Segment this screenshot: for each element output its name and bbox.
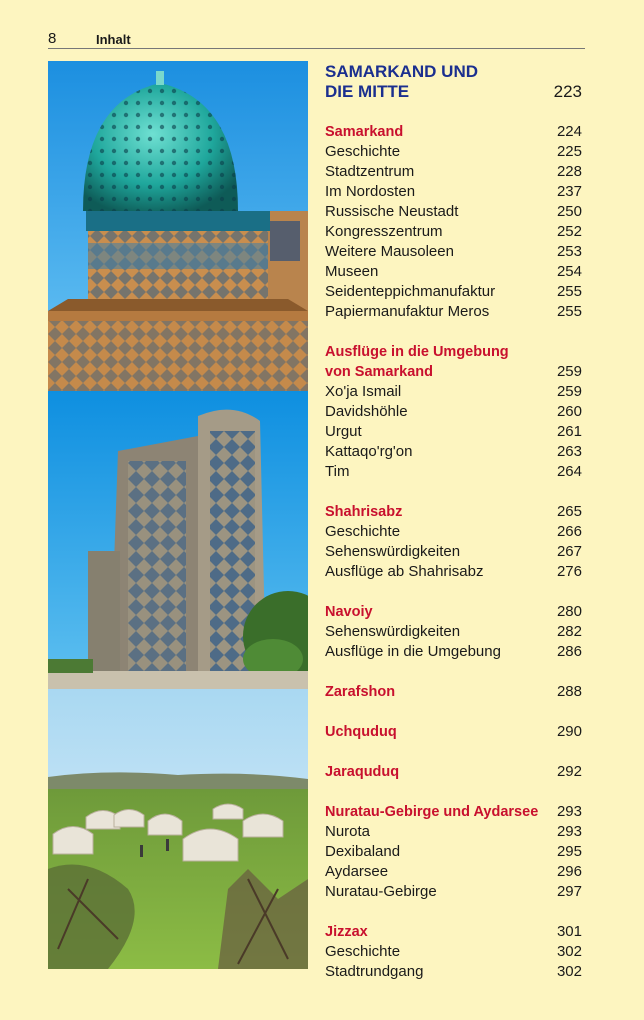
toc-entry-label: Weitere Mausoleen xyxy=(325,243,454,260)
toc-entry xyxy=(325,242,582,262)
page-number: 8 xyxy=(48,30,57,47)
toc-entry xyxy=(325,442,582,462)
toc-entry-label: Nurota xyxy=(325,823,371,840)
toc-entry xyxy=(325,222,582,242)
toc-entry xyxy=(325,422,582,442)
toc-main-title-line: SAMARKAND UND xyxy=(325,62,478,81)
toc-section-heading xyxy=(325,122,582,142)
toc-entry xyxy=(325,862,582,882)
toc-entry-label: Geschichte xyxy=(325,523,401,540)
toc-heading-text: Uchquduq xyxy=(325,724,397,740)
toc-spacer xyxy=(325,702,582,722)
toc-entry-label: Geschichte xyxy=(325,943,401,960)
toc-page-number: 223 xyxy=(553,82,582,101)
toc-page-number: 265 xyxy=(556,503,582,520)
toc-page-number: 293 xyxy=(556,823,582,840)
toc-page-number: 276 xyxy=(556,563,582,580)
toc-heading-text: Jaraquduq xyxy=(325,764,400,780)
toc-heading-text: Zarafshon xyxy=(325,684,396,700)
toc-entry-label: Tim xyxy=(325,463,350,480)
toc-spacer xyxy=(325,322,582,342)
toc-entry-label: Ausflüge ab Shahrisabz xyxy=(325,563,484,580)
toc-page-number: 282 xyxy=(556,623,582,640)
toc-entry-label: Kongresszentrum xyxy=(325,223,443,240)
toc-page-number: 301 xyxy=(556,923,582,940)
toc-page-number: 225 xyxy=(556,143,582,160)
toc-section-heading xyxy=(325,922,582,942)
page-header xyxy=(48,30,585,49)
toc-entry xyxy=(325,162,582,182)
toc-entry xyxy=(325,282,582,302)
photo-ruin xyxy=(48,391,308,689)
toc-page-number: 250 xyxy=(556,203,582,220)
toc-page-number: 267 xyxy=(556,543,582,560)
toc-page-number: 266 xyxy=(556,523,582,540)
toc-section-heading xyxy=(325,802,582,822)
toc-entry xyxy=(325,522,582,542)
toc-spacer xyxy=(325,102,582,122)
toc-entry xyxy=(325,882,582,902)
toc-entry-label: Ausflüge in die Umgebung xyxy=(325,643,501,660)
toc-entry-label: Sehenswürdigkeiten xyxy=(325,623,461,640)
toc-spacer xyxy=(325,582,582,602)
toc-page-number: 297 xyxy=(556,883,582,900)
toc-entry-label: Nuratau-Gebirge xyxy=(325,883,437,900)
toc-page-number: 292 xyxy=(556,763,582,780)
toc-entry-label: Papiermanufaktur Meros xyxy=(325,303,490,320)
toc-entry-label: Urgut xyxy=(325,423,362,440)
toc-entry xyxy=(325,182,582,202)
toc-heading-text: Samarkand xyxy=(325,124,404,140)
toc-main-title-line: DIE MITTE xyxy=(325,82,410,101)
toc-page-number: 255 xyxy=(556,303,582,320)
toc-section-heading xyxy=(325,342,582,362)
toc-heading-text: Jizzax xyxy=(325,924,368,940)
toc-section-heading xyxy=(325,602,582,622)
toc-page-number: 259 xyxy=(556,383,582,400)
toc-entry-label: Sehenswürdigkeiten xyxy=(325,543,461,560)
toc-entry xyxy=(325,962,582,982)
toc-spacer xyxy=(325,482,582,502)
toc-heading-text: von Samarkand xyxy=(325,364,433,380)
toc-page-number: 295 xyxy=(556,843,582,860)
toc-page-number: 288 xyxy=(556,683,582,700)
toc-entry xyxy=(325,262,582,282)
toc-entry xyxy=(325,462,582,482)
toc-section-heading xyxy=(325,762,582,782)
toc-main-title xyxy=(325,82,582,102)
toc-page-number: 302 xyxy=(556,943,582,960)
toc-page-number: 259 xyxy=(556,363,582,380)
toc-page-number: 255 xyxy=(556,283,582,300)
toc-section-heading xyxy=(325,722,582,742)
toc-entry-label: Davidshöhle xyxy=(325,403,408,420)
toc-heading-text: Ausflüge in die Umgebung xyxy=(325,344,509,360)
toc-page-number: 254 xyxy=(556,263,582,280)
toc-spacer xyxy=(325,662,582,682)
toc-page-number: 260 xyxy=(556,403,582,420)
toc-heading-text: Nuratau-Gebirge und Aydarsee xyxy=(325,804,539,820)
toc-page-number: 296 xyxy=(556,863,582,880)
toc-page-number: 237 xyxy=(556,183,582,200)
toc-entry-label: Geschichte xyxy=(325,143,401,160)
toc-page-number: 290 xyxy=(556,723,582,740)
toc-entry-label: Museen xyxy=(325,263,379,280)
toc-heading-text: Navoiy xyxy=(325,604,373,620)
toc-entry xyxy=(325,822,582,842)
toc-entry-label: Im Nordosten xyxy=(325,183,416,200)
toc-section-heading xyxy=(325,682,582,702)
toc-spacer xyxy=(325,782,582,802)
toc-main-title xyxy=(325,62,582,82)
toc-heading-text: Shahrisabz xyxy=(325,504,403,520)
toc-entry xyxy=(325,402,582,422)
toc-entry xyxy=(325,302,582,322)
toc-page-number: 224 xyxy=(556,123,582,140)
toc-entry-label: Kattaqo'rg'on xyxy=(325,443,413,460)
toc-entry-label: Xo'ja Ismail xyxy=(325,383,402,400)
toc-entry xyxy=(325,642,582,662)
photo-column xyxy=(48,61,308,969)
toc-entry-label: Aydarsee xyxy=(325,863,389,880)
toc-page-number: 302 xyxy=(556,963,582,980)
toc-page-number: 280 xyxy=(556,603,582,620)
toc-entry xyxy=(325,202,582,222)
toc-page-number: 252 xyxy=(556,223,582,240)
table-of-contents xyxy=(325,62,582,982)
toc-spacer xyxy=(325,742,582,762)
photo-yurts xyxy=(48,689,308,969)
toc-spacer xyxy=(325,902,582,922)
toc-entry xyxy=(325,142,582,162)
toc-entry-label: Seidenteppichmanufaktur xyxy=(325,283,496,300)
toc-entry-label: Stadtrundgang xyxy=(325,963,424,980)
toc-page-number: 253 xyxy=(556,243,582,260)
toc-entry xyxy=(325,942,582,962)
toc-entry-label: Dexibaland xyxy=(325,843,401,860)
toc-page-number: 228 xyxy=(556,163,582,180)
toc-entry xyxy=(325,842,582,862)
toc-entry xyxy=(325,562,582,582)
toc-page-number: 264 xyxy=(556,463,582,480)
toc-section-heading xyxy=(325,362,582,382)
toc-entry xyxy=(325,622,582,642)
toc-section-heading xyxy=(325,502,582,522)
toc-entry-label: Stadtzentrum xyxy=(325,163,415,180)
toc-entry-label: Russische Neustadt xyxy=(325,203,459,220)
toc-entry xyxy=(325,382,582,402)
toc-page-number: 293 xyxy=(556,803,582,820)
toc-page-number: 261 xyxy=(556,423,582,440)
toc-page-number: 286 xyxy=(556,643,582,660)
photo-dome xyxy=(48,61,308,391)
toc-page-number: 263 xyxy=(556,443,582,460)
section-title: Inhalt xyxy=(96,32,131,47)
toc-entry xyxy=(325,542,582,562)
